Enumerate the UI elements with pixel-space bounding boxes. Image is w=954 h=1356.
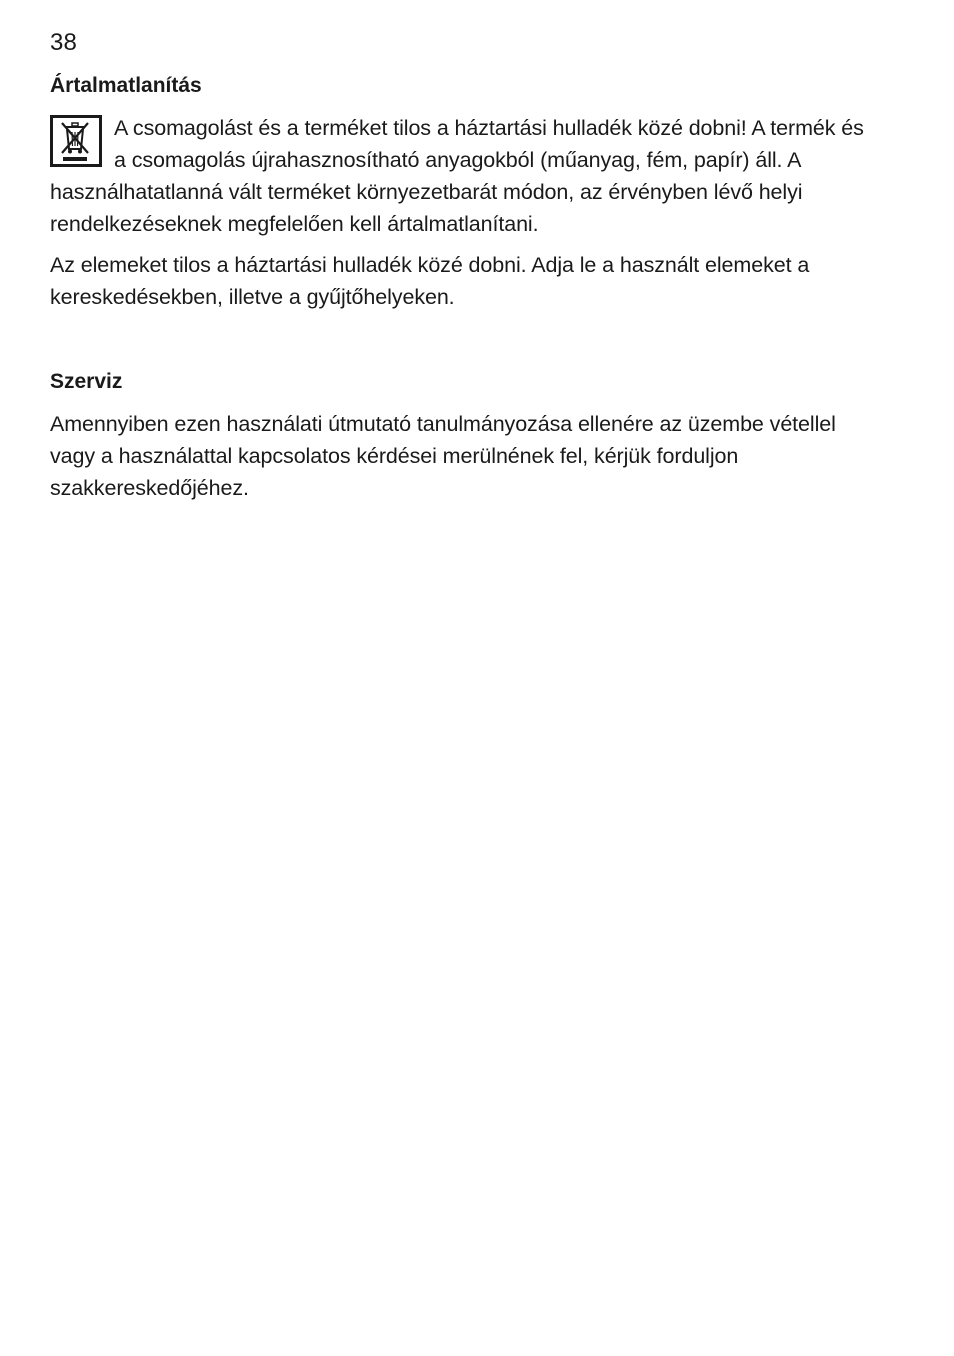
page-number: 38	[50, 29, 78, 56]
disposal-heading: Ártalmatlanítás	[50, 74, 202, 97]
disposal-section	[50, 72, 880, 313]
service-section	[50, 368, 880, 504]
service-paragraph: Amennyiben ezen használati útmutató tanulmányozása ellenére az üzembe vétellel vagy a használattal kapcsolatos kérdései merülnének fel, kérjük forduljon szakkereskedőjéhez.	[50, 412, 836, 500]
disposal-paragraph-1-text: A csomagolást és a terméket tilos a háztartási hulladék közé dobni! A termék és a csomagolás újrahasznosítható anyagokból (műanyag, fém, papír) áll. A használhatatlanná vált terméket környezetbarát módon, az érvényben lévő helyi rendelkezéseknek megfelelően kell ártalmatlanítani.	[50, 116, 864, 236]
manual-page	[50, 28, 880, 513]
section-spacer	[50, 322, 880, 368]
crossed-out-wheelie-bin-icon	[50, 115, 102, 167]
disposal-paragraph-1	[50, 112, 880, 240]
service-heading: Szerviz	[50, 370, 123, 393]
disposal-paragraph-2: Az elemeket tilos a háztartási hulladék közé dobni. Adja le a használt elemeket a kereskedésekben, illetve a gyűjtőhelyeken.	[50, 253, 810, 309]
